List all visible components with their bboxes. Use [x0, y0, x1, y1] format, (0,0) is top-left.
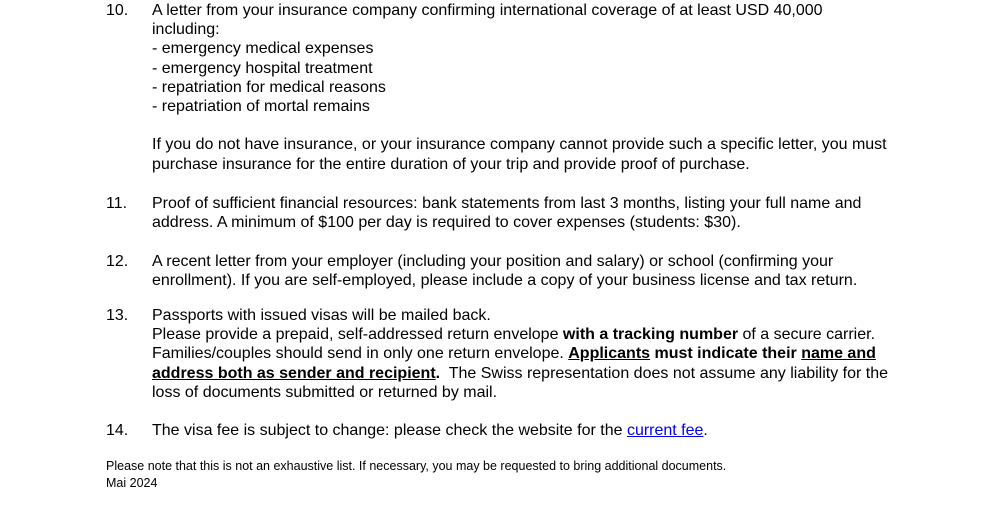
item-text-line — [152, 364, 936, 383]
list-item-13 — [106, 306, 936, 402]
bold-underlined-text: name and — [801, 345, 876, 363]
item-text-line: enrollment). If you are self-employed, please include a copy of your business license and tax return. — [152, 272, 858, 290]
text-run: The Swiss representation does not assume any liability for the — [440, 364, 889, 382]
item-body — [152, 194, 936, 232]
text-run: of a secure carrier. — [738, 326, 876, 344]
list-item-10 — [106, 1, 936, 174]
item-number: 14. — [106, 422, 129, 439]
list-item-14 — [106, 421, 936, 440]
item-text-line: A recent letter from your employer (including your position and salary) or school (confirming your — [152, 253, 834, 270]
item-body — [152, 306, 936, 402]
item-number: 10. — [106, 2, 129, 19]
item-text-line: loss of documents submitted or returned by mail. — [152, 383, 498, 401]
bullet-line: - emergency medical expenses — [152, 40, 374, 58]
item-text-line — [152, 344, 936, 363]
item-number: 12. — [106, 253, 129, 270]
bold-underlined-text: Applicants — [568, 345, 651, 363]
item-body — [152, 1, 936, 174]
item-text-line: A letter from your insurance company confirming international coverage of at least USD 40,000 — [152, 2, 823, 19]
list-item-12 — [106, 252, 936, 290]
item-body — [152, 252, 936, 290]
text-run: The visa fee is subject to change: please check the website for the — [152, 422, 627, 439]
item-text-line: Proof of sufficient financial resources: bank statements from last 3 months, listing your full name and — [152, 195, 862, 212]
item-text-line: If you do not have insurance, or your insurance company cannot provide such a specific letter, you must — [152, 136, 887, 154]
item-number: 11. — [106, 195, 128, 212]
item-number: 13. — [106, 307, 129, 324]
bold-text: with a tracking number — [562, 326, 739, 344]
item-body — [152, 421, 936, 440]
list-item-11 — [106, 194, 936, 232]
bullet-line: - emergency hospital treatment — [152, 59, 373, 77]
item-text-line: including: — [152, 21, 220, 39]
item-text-line: address. A minimum of $100 per day is required to cover expenses (students: $30). — [152, 214, 741, 232]
text-run: Families/couples should send in only one return envelope. — [152, 345, 569, 363]
item-text-line — [152, 421, 936, 440]
footer-note: Please note that this is not an exhaustive list. If necessary, you may be requested to bring additional documents. — [106, 459, 727, 473]
footer-date: Mai 2024 — [106, 476, 158, 490]
bold-text: . — [435, 364, 441, 382]
bold-text: must indicate their — [650, 345, 802, 363]
text-run: Please provide a prepaid, self-addressed return envelope — [152, 326, 563, 344]
item-text-line — [152, 325, 936, 344]
footer — [106, 458, 936, 492]
current-fee-link[interactable]: current fee — [626, 422, 704, 439]
item-text-line: purchase insurance for the entire duration of your trip and provide proof of purchase. — [152, 155, 750, 173]
bullet-line: - repatriation of mortal remains — [152, 98, 370, 116]
bullet-line: - repatriation for medical reasons — [152, 78, 386, 96]
item-text-line: Passports with issued visas will be mailed back. — [152, 307, 491, 324]
text-run: . — [703, 422, 708, 439]
bold-underlined-text: address both as sender and recipient — [152, 364, 436, 382]
